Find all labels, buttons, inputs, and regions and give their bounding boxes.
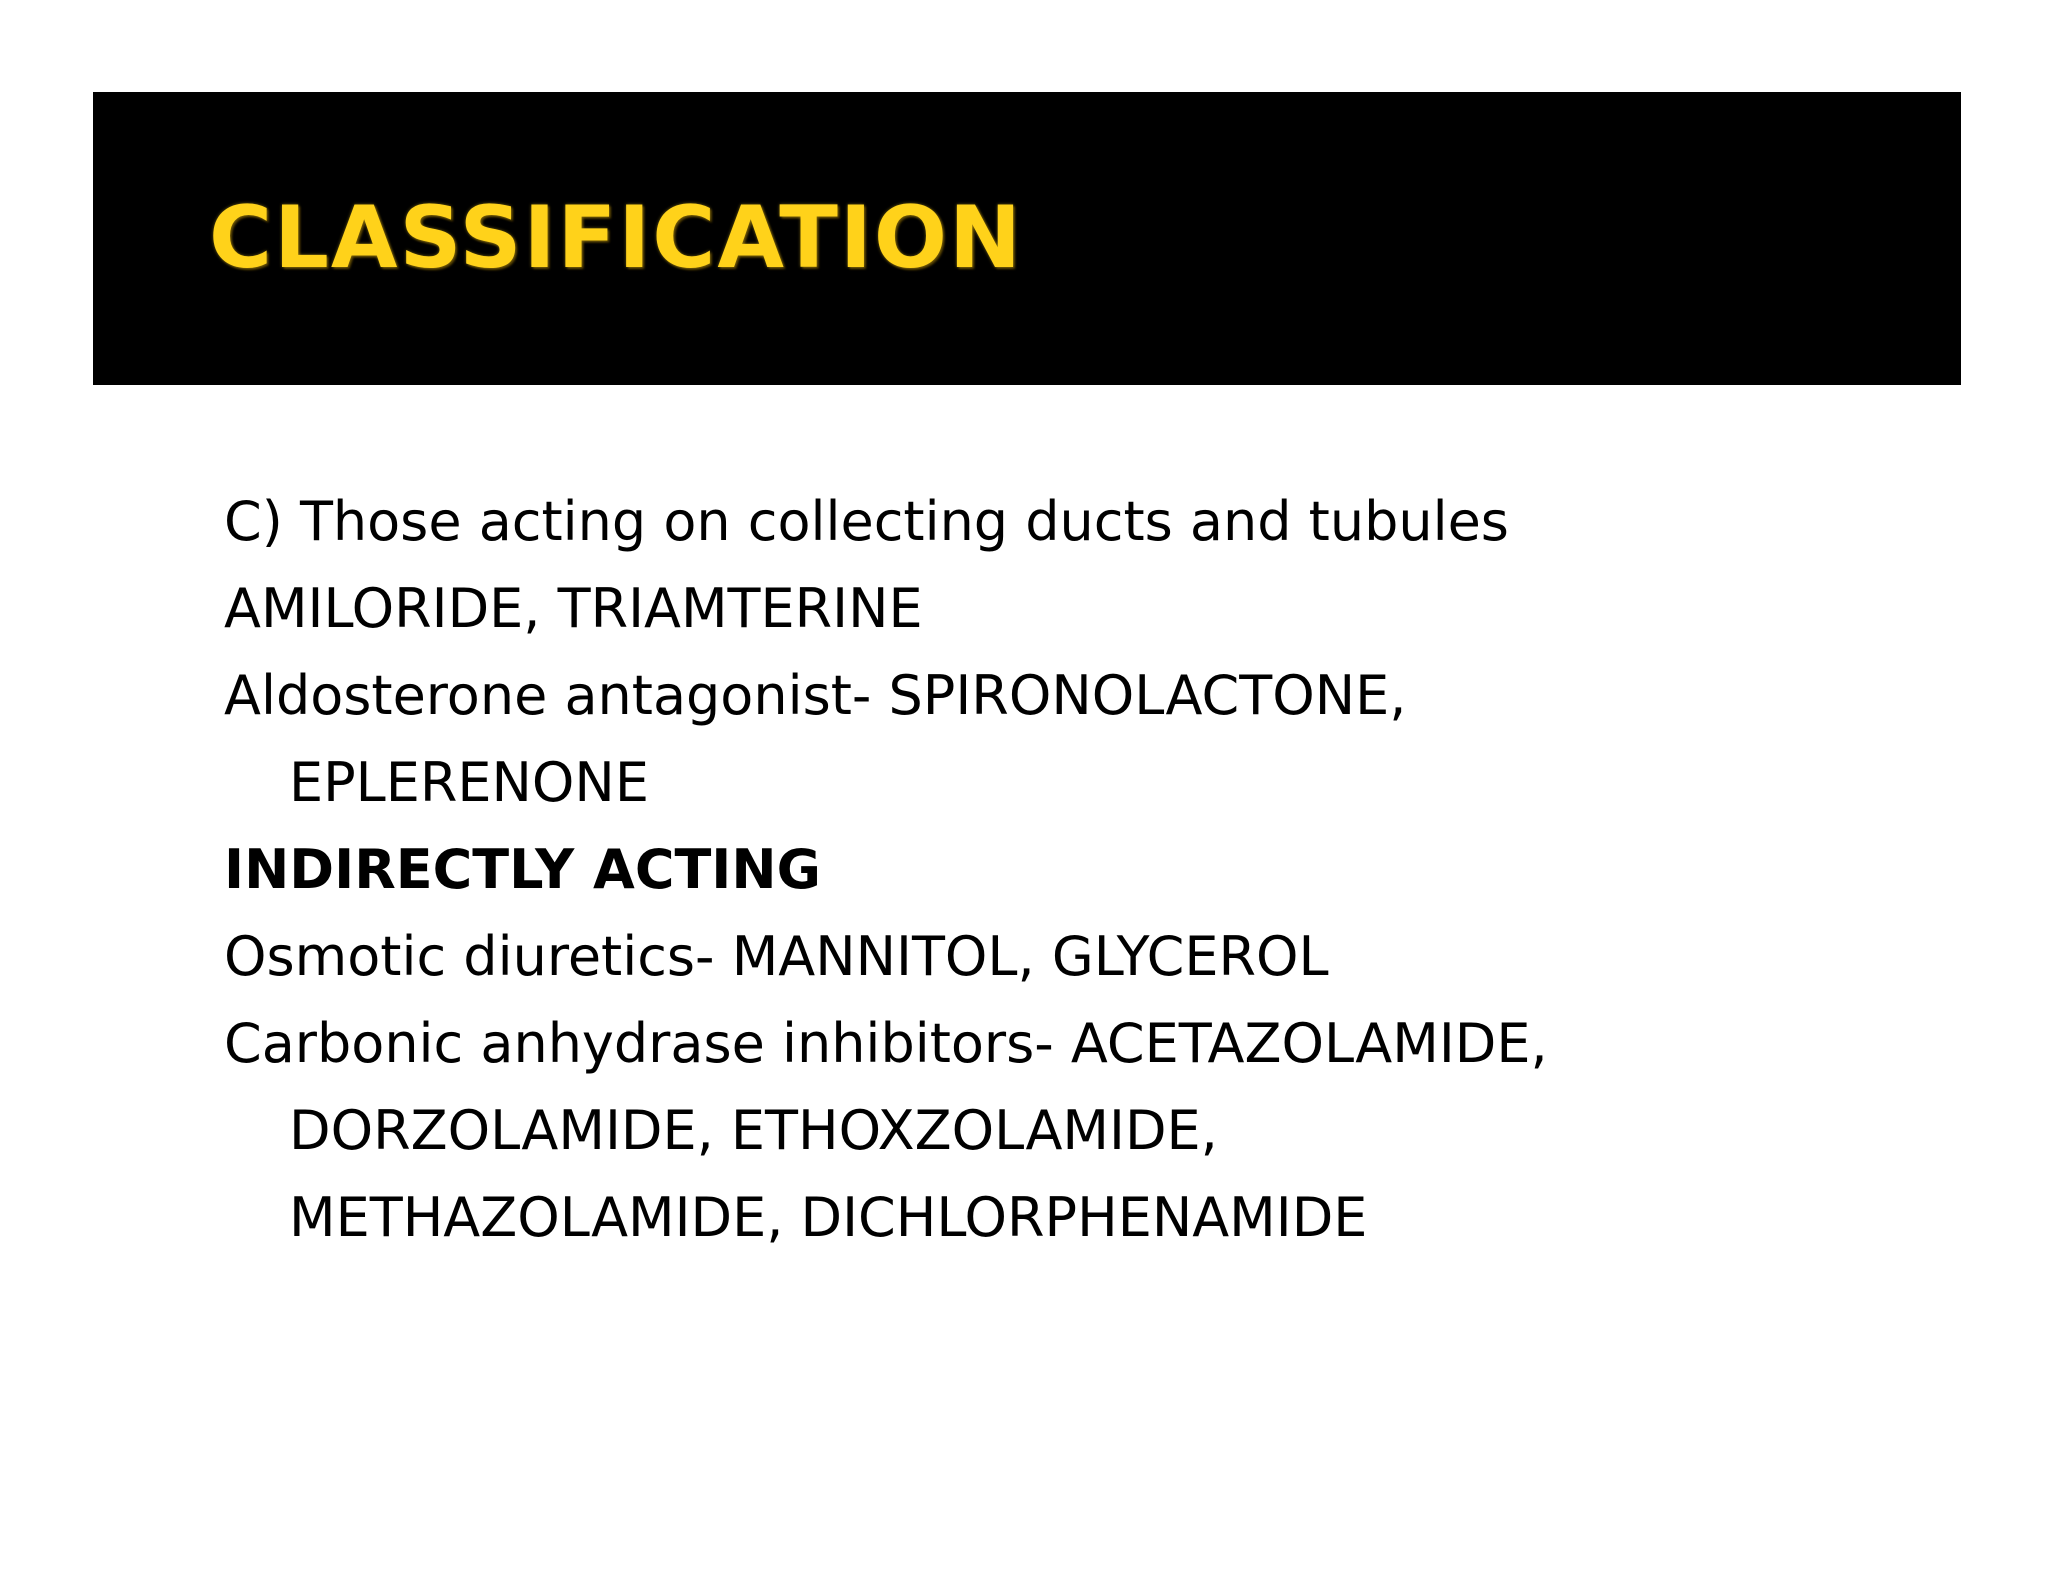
- body-line-amiloride: AMILORIDE, TRIAMTERINE: [224, 577, 923, 640]
- body-line-methazolamide: METHAZOLAMIDE, DICHLORPHENAMIDE: [289, 1186, 1368, 1249]
- body-line-dorzolamide: DORZOLAMIDE, ETHOXZOLAMIDE,: [289, 1099, 1218, 1162]
- slide-title: CLASSIFICATION: [209, 188, 1023, 288]
- body-line-eplerenone: EPLERENONE: [289, 751, 649, 814]
- body-line-aldosterone-antagonist: Aldosterone antagonist- SPIRONOLACTONE,: [224, 664, 1407, 727]
- body-line-carbonic-anhydrase: Carbonic anhydrase inhibitors- ACETAZOLAMIDE,: [224, 1012, 1548, 1075]
- title-banner: [93, 92, 1961, 385]
- slide-body: [224, 478, 1924, 1261]
- body-heading-indirectly-acting: INDIRECTLY ACTING: [224, 838, 821, 901]
- body-line-collecting-ducts: C) Those acting on collecting ducts and tubules: [224, 490, 1509, 553]
- body-line-osmotic-diuretics: Osmotic diuretics- MANNITOL, GLYCEROL: [224, 925, 1329, 988]
